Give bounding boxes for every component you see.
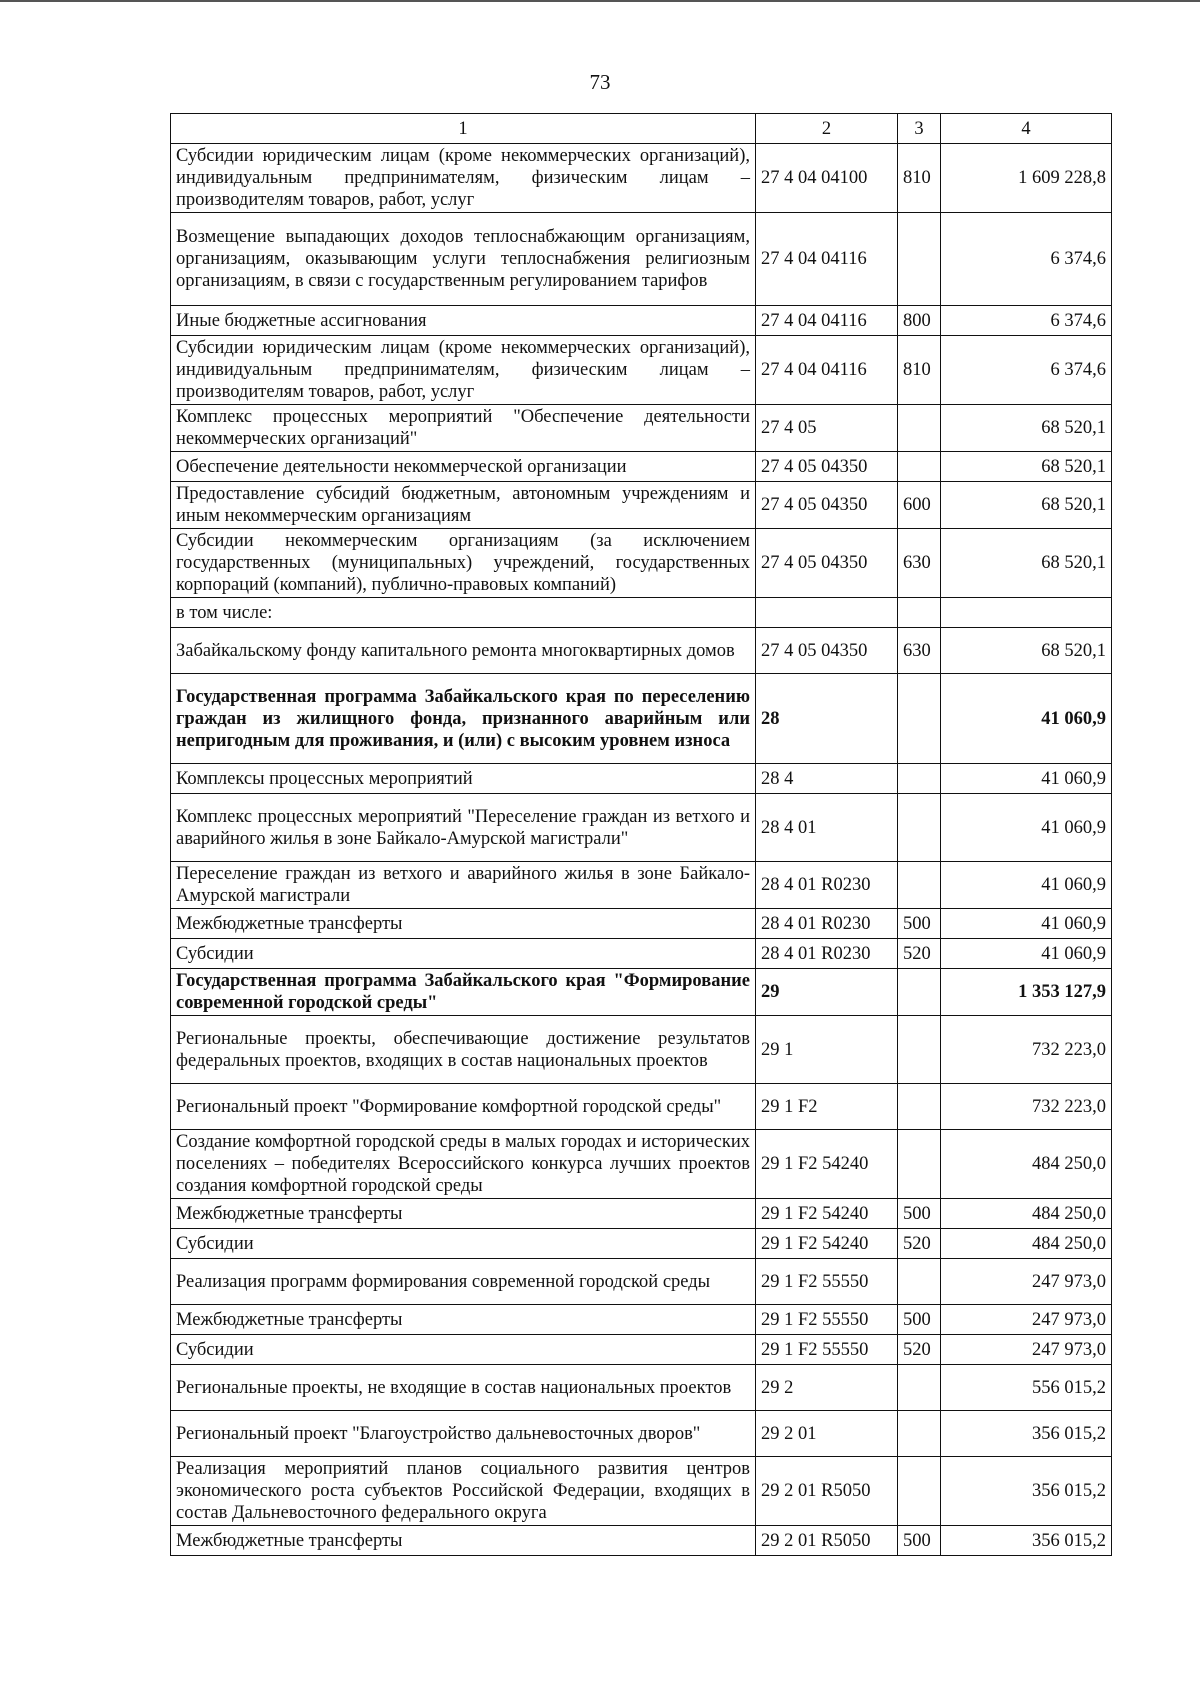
table-row <box>171 598 1112 628</box>
row-description: Комплекс процессных мероприятий "Обеспечение деятельности некоммерческих организаций" <box>171 405 756 452</box>
row-description: в том числе: <box>171 598 756 628</box>
row-expense-type <box>898 969 941 1016</box>
row-amount: 732 223,0 <box>941 1016 1112 1084</box>
row-description: Государственная программа Забайкальского края "Формирование современной городской среды" <box>171 969 756 1016</box>
row-code: 27 4 05 04350 <box>756 452 898 482</box>
row-description: Региональный проект "Благоустройство дальневосточных дворов" <box>171 1411 756 1457</box>
row-expense-type <box>898 1365 941 1411</box>
row-amount: 41 060,9 <box>941 862 1112 909</box>
row-expense-type: 630 <box>898 628 941 674</box>
row-amount: 1 353 127,9 <box>941 969 1112 1016</box>
row-expense-type <box>898 674 941 764</box>
row-amount: 6 374,6 <box>941 213 1112 306</box>
row-expense-type <box>898 764 941 794</box>
row-expense-type <box>898 862 941 909</box>
row-amount: 356 015,2 <box>941 1411 1112 1457</box>
row-amount: 41 060,9 <box>941 909 1112 939</box>
row-code: 29 1 F2 55550 <box>756 1335 898 1365</box>
row-description: Комплекс процессных мероприятий "Переселение граждан из ветхого и аварийного жилья в зоне Байкало-Амурской магистрали" <box>171 794 756 862</box>
row-amount: 41 060,9 <box>941 939 1112 969</box>
table-row <box>171 452 1112 482</box>
row-description: Региональные проекты, обеспечивающие достижение результатов федеральных проектов, входящих в состав национальных проектов <box>171 1016 756 1084</box>
row-expense-type: 520 <box>898 1335 941 1365</box>
row-amount: 356 015,2 <box>941 1526 1112 1556</box>
row-expense-type <box>898 1016 941 1084</box>
table-row <box>171 306 1112 336</box>
row-amount: 68 520,1 <box>941 482 1112 529</box>
row-code: 29 2 <box>756 1365 898 1411</box>
row-code: 27 4 05 04350 <box>756 482 898 529</box>
table-row <box>171 336 1112 405</box>
row-amount: 41 060,9 <box>941 674 1112 764</box>
table-row <box>171 1084 1112 1130</box>
table-row <box>171 1130 1112 1199</box>
table-row <box>171 1365 1112 1411</box>
row-expense-type <box>898 452 941 482</box>
table-row <box>171 1305 1112 1335</box>
row-description: Иные бюджетные ассигнования <box>171 306 756 336</box>
row-expense-type: 800 <box>898 306 941 336</box>
row-amount: 68 520,1 <box>941 529 1112 598</box>
table-row <box>171 764 1112 794</box>
row-description: Региональные проекты, не входящие в состав национальных проектов <box>171 1365 756 1411</box>
row-code: 28 <box>756 674 898 764</box>
table-row <box>171 794 1112 862</box>
row-expense-type <box>898 794 941 862</box>
row-expense-type <box>898 1457 941 1526</box>
row-description: Создание комфортной городской среды в малых городах и исторических поселениях – победителях Всероссийского конкурса лучших проектов создания комфортной городской среды <box>171 1130 756 1199</box>
row-expense-type <box>898 1130 941 1199</box>
row-description: Межбюджетные трансферты <box>171 1199 756 1229</box>
row-expense-type <box>898 405 941 452</box>
row-description: Обеспечение деятельности некоммерческой организации <box>171 452 756 482</box>
table-row <box>171 482 1112 529</box>
row-expense-type <box>898 1411 941 1457</box>
row-description: Переселение граждан из ветхого и аварийного жилья в зоне Байкало-Амурской магистрали <box>171 862 756 909</box>
row-amount: 1 609 228,8 <box>941 144 1112 213</box>
row-amount <box>941 598 1112 628</box>
row-expense-type: 600 <box>898 482 941 529</box>
row-description: Межбюджетные трансферты <box>171 1526 756 1556</box>
page-number: 73 <box>589 70 611 94</box>
row-description: Предоставление субсидий бюджетным, автономным учреждениям и иным некоммерческим организациям <box>171 482 756 529</box>
row-code: 29 1 F2 <box>756 1084 898 1130</box>
row-amount: 68 520,1 <box>941 452 1112 482</box>
table-row <box>171 1016 1112 1084</box>
row-code <box>756 598 898 628</box>
table-row <box>171 1259 1112 1305</box>
table-row <box>171 1335 1112 1365</box>
table-row <box>171 628 1112 674</box>
row-code: 29 1 F2 55550 <box>756 1259 898 1305</box>
row-expense-type: 520 <box>898 1229 941 1259</box>
row-description: Субсидии юридическим лицам (кроме некоммерческих организаций), индивидуальным предпринимателям, физическим лицам – производителям товаров, работ, услуг <box>171 144 756 213</box>
row-expense-type <box>898 213 941 306</box>
table-row <box>171 529 1112 598</box>
row-code: 29 2 01 R5050 <box>756 1526 898 1556</box>
row-amount: 247 973,0 <box>941 1259 1112 1305</box>
row-expense-type: 500 <box>898 1305 941 1335</box>
row-amount: 6 374,6 <box>941 336 1112 405</box>
table-row <box>171 939 1112 969</box>
row-description: Межбюджетные трансферты <box>171 909 756 939</box>
row-amount: 41 060,9 <box>941 764 1112 794</box>
row-code: 27 4 05 <box>756 405 898 452</box>
row-code: 28 4 01 R0230 <box>756 862 898 909</box>
row-code: 29 1 <box>756 1016 898 1084</box>
row-description: Субсидии <box>171 1229 756 1259</box>
table-body <box>171 144 1112 1556</box>
row-amount: 356 015,2 <box>941 1457 1112 1526</box>
row-expense-type: 630 <box>898 529 941 598</box>
row-amount: 6 374,6 <box>941 306 1112 336</box>
row-amount: 484 250,0 <box>941 1130 1112 1199</box>
row-description: Субсидии некоммерческим организациям (за исключением государственных (муниципальных) учреждений, государственных корпораций (компаний), публично-правовых компаний) <box>171 529 756 598</box>
row-expense-type <box>898 1259 941 1305</box>
table-row <box>171 213 1112 306</box>
table-row <box>171 909 1112 939</box>
table-row <box>171 1229 1112 1259</box>
row-description: Комплексы процессных мероприятий <box>171 764 756 794</box>
header-col-1: 1 <box>171 114 756 144</box>
row-code: 29 1 F2 54240 <box>756 1229 898 1259</box>
row-expense-type: 810 <box>898 336 941 405</box>
row-amount: 247 973,0 <box>941 1335 1112 1365</box>
row-description: Забайкальскому фонду капитального ремонта многоквартирных домов <box>171 628 756 674</box>
row-amount: 68 520,1 <box>941 405 1112 452</box>
row-description: Государственная программа Забайкальского края по переселению граждан из жилищного фонда, признанного аварийным или непригодным для проживания, и (или) с высоким уровнем износа <box>171 674 756 764</box>
header-row <box>171 114 1112 144</box>
row-code: 29 2 01 R5050 <box>756 1457 898 1526</box>
table-row <box>171 1526 1112 1556</box>
header-col-4: 4 <box>941 114 1112 144</box>
row-code: 28 4 01 R0230 <box>756 909 898 939</box>
table-row <box>171 1457 1112 1526</box>
row-expense-type <box>898 1084 941 1130</box>
row-amount: 484 250,0 <box>941 1229 1112 1259</box>
row-code: 29 2 01 <box>756 1411 898 1457</box>
row-description: Реализация мероприятий планов социального развития центров экономического роста субъектов Российской Федерации, входящих в состав Дальневосточного федерального округа <box>171 1457 756 1526</box>
budget-table <box>170 113 1112 1556</box>
row-code: 29 1 F2 55550 <box>756 1305 898 1335</box>
header-col-2: 2 <box>756 114 898 144</box>
row-expense-type: 500 <box>898 1199 941 1229</box>
table-row <box>171 862 1112 909</box>
row-amount: 484 250,0 <box>941 1199 1112 1229</box>
row-description: Региональный проект "Формирование комфортной городской среды" <box>171 1084 756 1130</box>
row-code: 29 1 F2 54240 <box>756 1130 898 1199</box>
row-amount: 68 520,1 <box>941 628 1112 674</box>
row-amount: 41 060,9 <box>941 794 1112 862</box>
row-expense-type: 810 <box>898 144 941 213</box>
row-code: 28 4 <box>756 764 898 794</box>
scan-edge-line <box>0 0 1200 2</box>
row-amount: 247 973,0 <box>941 1305 1112 1335</box>
table-row <box>171 674 1112 764</box>
row-description: Субсидии юридическим лицам (кроме некоммерческих организаций), индивидуальным предпринимателям, физическим лицам – производителям товаров, работ, услуг <box>171 336 756 405</box>
row-expense-type: 520 <box>898 939 941 969</box>
row-expense-type: 500 <box>898 1526 941 1556</box>
row-code: 27 4 04 04100 <box>756 144 898 213</box>
table-row <box>171 969 1112 1016</box>
row-expense-type <box>898 598 941 628</box>
row-description: Субсидии <box>171 939 756 969</box>
table-row <box>171 405 1112 452</box>
row-description: Межбюджетные трансферты <box>171 1305 756 1335</box>
header-col-3: 3 <box>898 114 941 144</box>
row-code: 27 4 04 04116 <box>756 213 898 306</box>
row-description: Субсидии <box>171 1335 756 1365</box>
row-description: Реализация программ формирования современной городской среды <box>171 1259 756 1305</box>
row-code: 28 4 01 R0230 <box>756 939 898 969</box>
row-code: 27 4 04 04116 <box>756 336 898 405</box>
row-code: 29 <box>756 969 898 1016</box>
row-description: Возмещение выпадающих доходов теплоснабжающим организациям, организациям, оказывающим услуги теплоснабжения религиозным организациям, в связи с государственным регулированием тарифов <box>171 213 756 306</box>
row-amount: 732 223,0 <box>941 1084 1112 1130</box>
table-row <box>171 1411 1112 1457</box>
row-code: 27 4 04 04116 <box>756 306 898 336</box>
row-code: 27 4 05 04350 <box>756 529 898 598</box>
row-code: 27 4 05 04350 <box>756 628 898 674</box>
row-code: 28 4 01 <box>756 794 898 862</box>
row-code: 29 1 F2 54240 <box>756 1199 898 1229</box>
table-row <box>171 1199 1112 1229</box>
table-row <box>171 144 1112 213</box>
row-amount: 556 015,2 <box>941 1365 1112 1411</box>
row-expense-type: 500 <box>898 909 941 939</box>
